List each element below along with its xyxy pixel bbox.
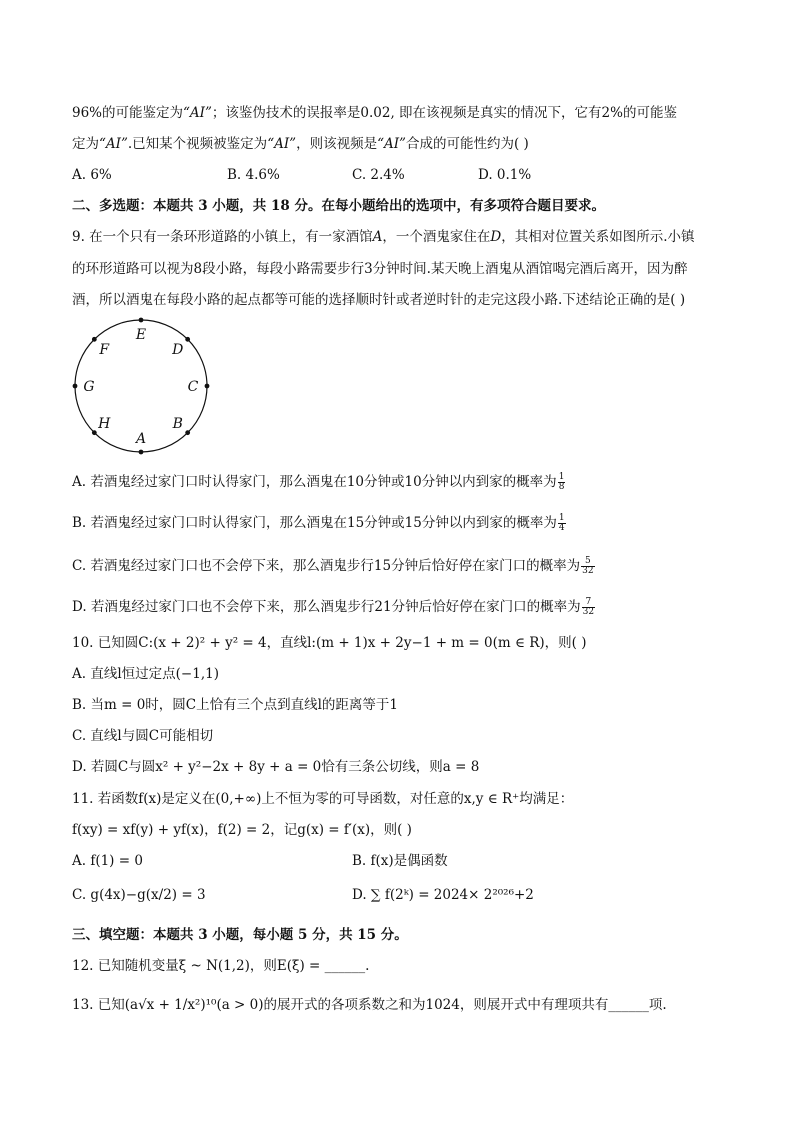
label-d: D	[172, 342, 184, 359]
label-h: H	[98, 415, 111, 432]
q9-line-3: 酒，所以酒鬼在每段小路的起点都等可能的选择顺时针或者逆时针的走完这段小路.下述结论正确的是( )	[72, 292, 686, 308]
point-a	[139, 450, 144, 455]
q11-option-c: C. g(4x)−g(x/2) = 3	[72, 887, 206, 903]
point-b	[185, 430, 190, 435]
label-b: B	[172, 415, 183, 432]
q8-option-c: C. 2.4%	[352, 167, 405, 183]
q10-option-c: C. 直线l与圆C可能相切	[72, 728, 214, 744]
q9-option-b: B. 若酒鬼经过家门口时认得家门，那么酒鬼在15分钟或15分钟以内到家的概率为 $\frac{1}{4}$	[72, 513, 565, 533]
q10-option-b: B. 当m = 0时，圆C上恰有三个点到直线l的距离等于1	[72, 697, 399, 713]
point-c	[205, 384, 210, 389]
label-c: C	[187, 379, 199, 395]
q9-line-1: 9. 在一个只有一条环形道路的小镇上，有一家酒馆A，一个酒鬼家住在D，其相对位置关系如图所示.小镇	[72, 229, 695, 245]
q8-option-d: D. 0.1%	[478, 167, 532, 183]
q10-stem: 10. 已知圆C:(x + 2)² + y² = 4，直线l:(m + 1)x + 2y−1 + m = 0(m ∈ R)，则( )	[72, 635, 587, 651]
q12-stem: 12. 已知随机变量ξ ~ N(1,2)，则E(ξ) = ______.	[72, 958, 370, 974]
q8-line-2: 定为“AI”.已知某个视频被鉴定为“AI”，则该视频是“AI”合成的可能性约为( )	[72, 136, 529, 152]
q9-option-a: A. 若酒鬼经过家门口时认得家门，那么酒鬼在10分钟或10分钟以内到家的概率为 $\frac{1}{8}$	[72, 472, 565, 492]
q10-option-a: A. 直线l恒过定点(−1,1)	[72, 666, 219, 682]
point-d	[185, 337, 190, 342]
q13-stem: 13. 已知(a√x + 1/x²)¹⁰(a > 0)的展开式的各项系数之和为1024，则展开式中有理项共有______项.	[72, 997, 667, 1013]
point-h	[92, 430, 97, 435]
q11-stem-2: f(xy) = xf(y) + yf(x)，f(2) = 2，记g(x) = f′(x)，则( )	[72, 822, 412, 838]
section-3-title: 三、填空题：本题共 3 小题，每小题 5 分，共 15 分。	[72, 927, 408, 943]
ring-road-diagram	[66, 316, 216, 456]
section-2-title: 二、多选题：本题共 3 小题，共 18 分。在每小题给出的选项中，有多项符合题目要求。	[72, 198, 605, 214]
q8-option-a: A. 6%	[72, 167, 112, 183]
q11-option-a: A. f(1) = 0	[72, 853, 143, 869]
q11-option-d: D. ∑ f(2ᵏ) = 2024× 2²⁰²⁶+2	[352, 887, 534, 903]
q11-option-b: B. f(x)是偶函数	[352, 853, 448, 869]
label-a: A	[135, 431, 147, 447]
label-e: E	[135, 327, 147, 343]
point-f	[92, 337, 97, 342]
q9-option-c: C. 若酒鬼经过家门口也不会停下来，那么酒鬼步行15分钟后恰好停在家门口的概率为 $\frac{5}{32}$	[72, 556, 594, 576]
q9-option-d: D. 若酒鬼经过家门口也不会停下来，那么酒鬼步行21分钟后恰好停在家门口的概率为 $\frac{7}{32}$	[72, 597, 595, 617]
label-g: G	[83, 379, 95, 395]
point-g	[73, 384, 78, 389]
point-e	[139, 318, 144, 323]
q11-stem-1: 11. 若函数f(x)是定义在(0,+∞)上不恒为零的可导函数，对任意的x,y ∈ R⁺均满足：	[72, 791, 574, 807]
label-f: F	[99, 342, 110, 359]
q8-option-b: B. 4.6%	[227, 167, 280, 183]
q9-line-2: 的环形道路可以视为8段小路，每段小路需要步行3分钟时间.某天晚上酒鬼从酒馆喝完酒后离开，因为醉	[72, 261, 688, 277]
q10-option-d: D. 若圆C与圆x² + y²−2x + 8y + a = 0恰有三条公切线，则a = 8	[72, 759, 480, 775]
q8-line-1: 96%的可能鉴定为“AI”；该鉴伪技术的误报率是0.02, 即在该视频是真实的情况下，它有2%的可能鉴	[72, 105, 677, 121]
